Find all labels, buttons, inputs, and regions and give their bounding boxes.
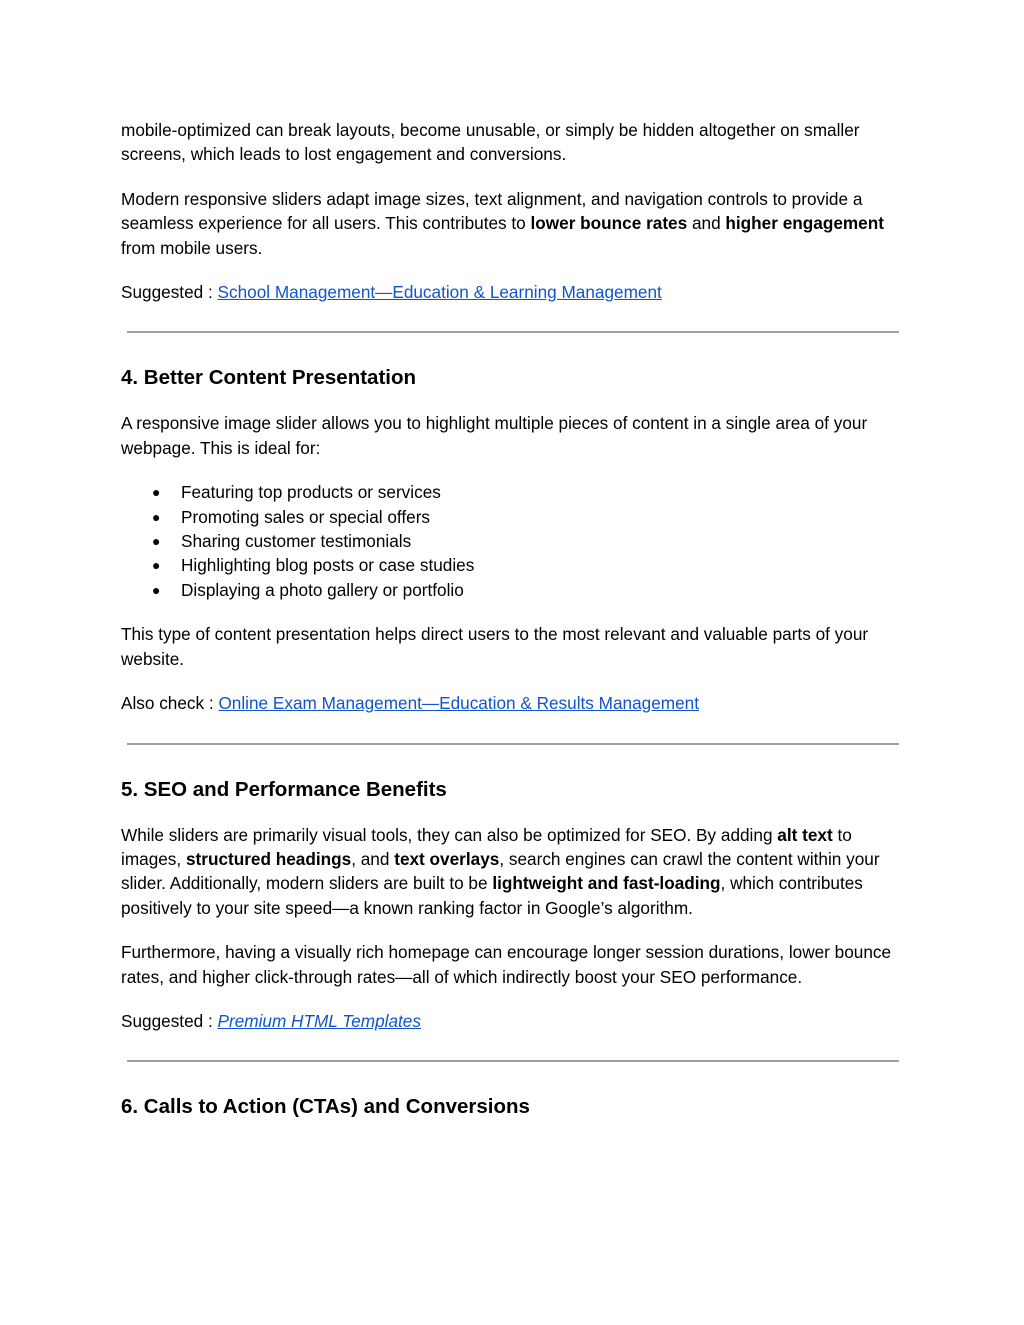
list-item-text: Displaying a photo gallery or portfolio [181,579,464,600]
also-check-line [121,691,905,715]
s5-text-e: , search engines can crawl the content within your slider. Additionally, modern sliders are built to be [121,848,880,894]
online-exam-management-link[interactable]: Online Exam Management—Education & Results Management [218,693,699,714]
intro-bold-higher-engagement: higher engagement [725,213,884,234]
suggested-line-1 [121,280,905,304]
section-divider-2 [127,743,899,745]
intro-text-c: and [687,213,726,234]
intro-paragraph-2 [121,187,905,260]
list-item [121,505,905,529]
list-item [121,578,905,602]
bullet-icon: ● [152,533,161,550]
premium-html-templates-link[interactable]: Premium HTML Templates [217,1010,421,1031]
s5-bold-alt-text: alt text [777,824,833,845]
section-5-paragraph-2: Furthermore, having a visually rich homepage can encourage longer session durations, lower bounce rates, and higher click-through rates—all of which indirectly boost your SEO performance. [121,942,892,987]
list-item-text: Promoting sales or special offers [181,506,431,527]
s5-text-f: , which contributes positively to your site speed—a known ranking factor in Google’s algorithm. [121,873,863,918]
bullet-icon: ● [152,484,161,501]
s5-bold-structured-headings: structured headings [185,848,352,869]
s5-text-a: While sliders are primarily visual tools, they can also be optimized for SEO. By adding [121,824,778,845]
bullet-icon: ● [152,557,161,574]
intro-text-a: Modern responsive sliders adapt image sizes, text alignment, and navigation controls to provide a seamless experience for all users. This contributes to [121,188,863,234]
section-5-heading: 5. SEO and Performance Benefits [121,777,447,801]
bullet-icon: ● [152,508,161,525]
list-item-text: Highlighting blog posts or case studies [181,555,475,576]
suggested-line-2 [121,1009,905,1033]
suggested-label: Suggested : [121,1010,218,1031]
s5-bold-lightweight: lightweight and fast-loading [492,873,721,894]
section-4-paragraph-1: A responsive image slider allows you to highlight multiple pieces of content in a single area of your webpage. This is ideal for: [121,413,868,458]
section-divider-1 [127,331,899,333]
list-item [121,480,905,504]
bullet-icon: ● [152,581,161,598]
also-check-label: Also check : [121,693,219,714]
list-item-text: Featuring top products or services [181,482,441,503]
list-item-text: Sharing customer testimonials [181,531,412,552]
s5-text-c: to images, [121,824,852,869]
section-divider-3 [127,1060,899,1062]
list-item [121,529,905,553]
suggested-label: Suggested : [121,282,218,303]
section-5-paragraph-1 [121,823,905,921]
s5-text-d: , and [351,848,395,869]
section-4-heading: 4. Better Content Presentation [121,366,417,390]
document-page [121,118,905,1140]
s5-bold-text-overlays: text overlays [394,848,500,869]
section-4-bullet-list [121,480,905,602]
list-item [121,553,905,577]
section-4-paragraph-2: This type of content presentation helps direct users to the most relevant and valuable parts of your website. [121,624,869,669]
section-6-heading: 6. Calls to Action (CTAs) and Conversions [121,1095,530,1119]
intro-bold-lower-bounce: lower bounce rates [530,213,688,234]
school-management-link[interactable]: School Management—Education & Learning Management [217,282,662,303]
intro-text-d: from mobile users. [121,237,263,258]
intro-paragraph-1: mobile-optimized can break layouts, become unusable, or simply be hidden altogether on smaller screens, which leads to lost engagement and conversions. [121,120,860,165]
